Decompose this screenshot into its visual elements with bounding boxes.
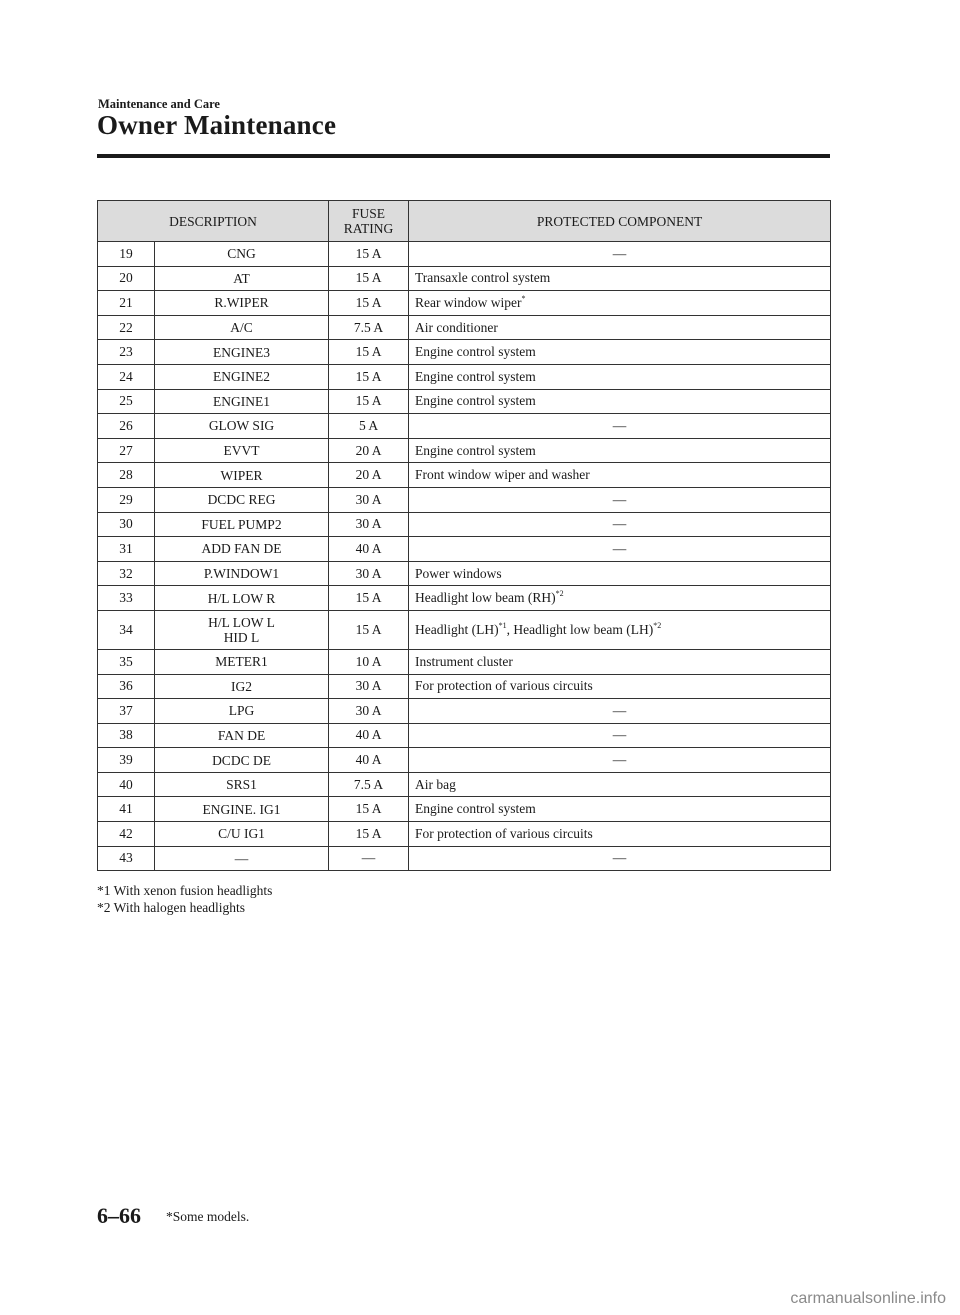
fuse-rating (329, 438, 409, 463)
fuse-rating (329, 512, 409, 537)
protected-component (409, 674, 831, 699)
table-row (98, 846, 831, 871)
fuse-description-text-2: HID L (223, 629, 260, 645)
fuse-rating-text: 15 A (355, 393, 382, 409)
fuse-rating-text: 30 A (355, 491, 382, 507)
table-row (98, 414, 831, 439)
fuse-rating-text: 20 A (355, 467, 382, 483)
fuse-number (98, 610, 155, 649)
fuse-rating-text: 30 A (355, 678, 382, 694)
protected-component-text: — (612, 727, 627, 743)
fuse-rating-text: 15 A (355, 621, 382, 637)
protected-component-text: — (612, 702, 627, 718)
fuse-rating (329, 291, 409, 316)
fuse-number-text: 43 (119, 850, 133, 866)
protected-component-text: — (612, 516, 627, 532)
fuse-rating (329, 266, 409, 291)
protected-component (409, 610, 831, 649)
fuse-description-text: IG2 (231, 678, 252, 694)
table-row (98, 561, 831, 586)
fuse-rating (329, 463, 409, 488)
fuse-number-text: 40 (119, 776, 133, 792)
fuse-number (98, 699, 155, 724)
fuse-number-text: 36 (119, 678, 133, 694)
fuse-rating-text: 15 A (355, 270, 382, 286)
fuse-rating-text: 15 A (355, 801, 382, 817)
fuse-number (98, 772, 155, 797)
fuse-description (155, 772, 329, 797)
fuse-number (98, 586, 155, 611)
fuse-number (98, 389, 155, 414)
fuse-number-text: 24 (119, 368, 133, 384)
fuse-number (98, 748, 155, 773)
fuse-description-text: FUEL PUMP2 (201, 516, 282, 532)
protected-component-text: Engine control system (415, 442, 536, 458)
protected-component-text: Front window wiper and washer (415, 467, 590, 483)
fuse-number (98, 822, 155, 847)
fuse-description (155, 266, 329, 291)
protected-component-text: — (612, 245, 627, 261)
protected-component (409, 822, 831, 847)
fuse-number (98, 291, 155, 316)
fuse-number-text: 22 (119, 319, 133, 335)
fuse-description (155, 674, 329, 699)
protected-component (409, 364, 831, 389)
fuse-description (155, 586, 329, 611)
header-protected-component: PROTECTED COMPONENT (409, 201, 831, 242)
table-row (98, 537, 831, 562)
fuse-number (98, 723, 155, 748)
fuse-rating-text: 15 A (355, 825, 382, 841)
protected-component-text: For protection of various circuits (415, 825, 593, 841)
fuse-number-text: 26 (119, 417, 133, 433)
fuse-rating-text: 5 A (358, 417, 379, 433)
fuse-description (155, 797, 329, 822)
fuse-rating-text: 7.5 A (353, 319, 384, 335)
fuse-rating (329, 699, 409, 724)
fuse-rating (329, 674, 409, 699)
table-row (98, 512, 831, 537)
fuse-rating (329, 242, 409, 267)
fuse-rating (329, 748, 409, 773)
fuse-number (98, 340, 155, 365)
protected-component-text: — (612, 752, 627, 768)
fuse-rating-text: 15 A (355, 245, 382, 261)
fuse-description-text: ENGINE3 (213, 344, 270, 360)
fuse-rating (329, 723, 409, 748)
fuse-number (98, 364, 155, 389)
fuse-rating (329, 610, 409, 649)
fuse-number-text: 34 (119, 621, 133, 637)
fuse-description (155, 561, 329, 586)
protected-component (409, 315, 831, 340)
protected-component (409, 772, 831, 797)
protected-component-text: Engine control system (415, 344, 536, 360)
footnotes (97, 882, 272, 916)
fuse-description-text: A/C (230, 320, 253, 336)
fuse-number (98, 537, 155, 562)
fuse-description-text: METER1 (215, 654, 268, 670)
protected-component (409, 414, 831, 439)
protected-component (409, 340, 831, 365)
protected-component (409, 846, 831, 871)
fuse-rating (329, 772, 409, 797)
protected-component-text: Air bag (415, 776, 456, 792)
protected-component (409, 586, 831, 611)
table-row (98, 438, 831, 463)
protected-component (409, 438, 831, 463)
fuse-rating-text: 15 A (355, 368, 382, 384)
protected-component-text: — (612, 850, 627, 866)
protected-component (409, 512, 831, 537)
fuse-description (155, 364, 329, 389)
fuse-rating (329, 846, 409, 871)
fuse-number-text: 37 (119, 702, 133, 718)
watermark: carmanualsonline.info (790, 1290, 946, 1307)
header-fuse-rating (329, 201, 409, 242)
protected-component (409, 797, 831, 822)
footnote-1: *1 With xenon fusion headlights (97, 883, 273, 898)
fuse-description (155, 315, 329, 340)
protected-component-text: Engine control system (415, 368, 536, 384)
table-row (98, 649, 831, 674)
fuse-description-text: ENGINE2 (213, 369, 270, 385)
fuse-number (98, 315, 155, 340)
fuse-description-text: P.WINDOW1 (203, 566, 280, 582)
protected-component-text: Air conditioner (415, 319, 498, 335)
table-row (98, 266, 831, 291)
table-row (98, 723, 831, 748)
fuse-number-text: 33 (119, 590, 133, 606)
fuse-number-text: 25 (119, 393, 133, 409)
fuse-number-text: 32 (119, 565, 133, 581)
fuse-description (155, 723, 329, 748)
fuse-description (155, 414, 329, 439)
fuse-number-text: 20 (119, 270, 133, 286)
fuse-number (98, 438, 155, 463)
fuse-number-text: 28 (119, 467, 133, 483)
fuse-description (155, 291, 329, 316)
protected-component-text: Headlight low beam (RH) (415, 590, 556, 606)
protected-component-text: Transaxle control system (415, 270, 551, 286)
fuse-description-text: DCDC DE (212, 752, 271, 768)
fuse-number (98, 846, 155, 871)
fuse-number (98, 512, 155, 537)
protected-component (409, 266, 831, 291)
table-row (98, 699, 831, 724)
fuse-number (98, 674, 155, 699)
fuse-number (98, 649, 155, 674)
fuse-rating (329, 649, 409, 674)
fuse-table (97, 200, 831, 871)
protected-component (409, 748, 831, 773)
protected-component-text-2: , Headlight low beam (LH) (506, 621, 654, 637)
fuse-rating-text: 30 A (355, 565, 382, 581)
fuse-rating (329, 797, 409, 822)
table-row (98, 487, 831, 512)
footnote-2: *2 With halogen headlights (97, 900, 246, 915)
fuse-number-text: 30 (119, 516, 133, 532)
protected-component (409, 389, 831, 414)
section-label: Maintenance and Care (98, 97, 220, 111)
header-description: DESCRIPTION (98, 201, 329, 242)
fuse-description-text: H/L LOW L (208, 614, 275, 630)
fuse-description (155, 463, 329, 488)
table-row (98, 389, 831, 414)
some-models-note: *Some models. (166, 1209, 250, 1224)
fuse-description-text: SRS1 (226, 777, 257, 793)
fuse-description-text: — (234, 850, 249, 866)
fuse-number-text: 23 (119, 344, 133, 360)
protected-component (409, 561, 831, 586)
fuse-description (155, 512, 329, 537)
fuse-number-text: 41 (119, 801, 133, 817)
protected-component (409, 699, 831, 724)
protected-component (409, 649, 831, 674)
header-fuse-rating-text: FUSE RATING (343, 206, 394, 236)
fuse-description (155, 649, 329, 674)
fuse-number-text: 21 (119, 294, 133, 310)
protected-component-text: — (612, 491, 627, 507)
fuse-rating (329, 537, 409, 562)
fuse-rating (329, 822, 409, 847)
protected-component (409, 537, 831, 562)
fuse-description-text: AT (233, 270, 250, 286)
fuse-description (155, 242, 329, 267)
fuse-description (155, 438, 329, 463)
table-row (98, 242, 831, 267)
fuse-description-text: R.WIPER (214, 295, 269, 311)
fuse-rating (329, 487, 409, 512)
protected-component-text: — (612, 417, 627, 433)
page-number: 6–66 (97, 1203, 141, 1228)
fuse-rating (329, 315, 409, 340)
fuse-description (155, 610, 329, 649)
fuse-description-text: CNG (227, 246, 256, 262)
fuse-description-text: EVVT (223, 443, 260, 459)
protected-component (409, 487, 831, 512)
fuse-number-text: 31 (119, 540, 133, 556)
page-title: Owner Maintenance (97, 110, 337, 140)
fuse-rating-text: 40 A (355, 752, 382, 768)
fuse-rating (329, 364, 409, 389)
title-rule (97, 154, 830, 158)
fuse-rating-text: 20 A (355, 442, 382, 458)
fuse-description-text: DCDC REG (207, 492, 276, 508)
fuse-rating (329, 389, 409, 414)
fuse-number (98, 266, 155, 291)
fuse-description (155, 340, 329, 365)
table-row (98, 610, 831, 649)
table-row (98, 315, 831, 340)
fuse-description (155, 389, 329, 414)
protected-component-text: For protection of various circuits (415, 678, 593, 694)
table-row (98, 291, 831, 316)
fuse-rating-text: 30 A (355, 702, 382, 718)
protected-component-text: Instrument cluster (415, 653, 513, 669)
fuse-number-text: 19 (119, 245, 133, 261)
fuse-description (155, 537, 329, 562)
fuse-rating-text: 15 A (355, 294, 382, 310)
table-row (98, 364, 831, 389)
fuse-description-text: LPG (228, 703, 255, 719)
footnote-marker: *2 (555, 589, 564, 599)
fuse-rating (329, 586, 409, 611)
table-row (98, 822, 831, 847)
protected-component (409, 291, 831, 316)
fuse-description-text: WIPER (220, 467, 263, 483)
fuse-description-text: H/L LOW R (207, 590, 276, 606)
table-header-row (98, 201, 831, 242)
table-row (98, 797, 831, 822)
fuse-rating (329, 414, 409, 439)
table-row (98, 586, 831, 611)
fuse-number (98, 242, 155, 267)
fuse-number-text: 42 (119, 825, 133, 841)
fuse-rating (329, 340, 409, 365)
fuse-description (155, 822, 329, 847)
fuse-rating-text: 40 A (355, 727, 382, 743)
fuse-description-text: ENGINE. IG1 (202, 801, 281, 817)
fuse-rating-text: 10 A (355, 653, 382, 669)
fuse-description (155, 748, 329, 773)
fuse-rating-text: 30 A (355, 516, 382, 532)
protected-component (409, 723, 831, 748)
fuse-rating-text: 40 A (355, 540, 382, 556)
fuse-description-text: ADD FAN DE (201, 541, 282, 557)
fuse-description-text: C/U IG1 (218, 826, 265, 842)
protected-component-text: Power windows (415, 565, 502, 581)
footnote-marker: * (521, 293, 526, 303)
fuse-rating-text: 15 A (355, 590, 382, 606)
fuse-number (98, 797, 155, 822)
fuse-description (155, 846, 329, 871)
footnote-marker-2: *2 (653, 620, 662, 630)
fuse-rating-text: — (361, 850, 376, 866)
fuse-rating-text: 15 A (355, 344, 382, 360)
fuse-number (98, 561, 155, 586)
protected-component (409, 463, 831, 488)
fuse-number-text: 27 (119, 442, 133, 458)
fuse-number (98, 463, 155, 488)
fuse-description-text: ENGINE1 (213, 393, 270, 409)
fuse-table-body (98, 242, 831, 871)
protected-component-text: — (612, 540, 627, 556)
fuse-description (155, 487, 329, 512)
fuse-number (98, 487, 155, 512)
table-row (98, 674, 831, 699)
protected-component-text: Engine control system (415, 393, 536, 409)
fuse-number-text: 38 (119, 727, 133, 743)
fuse-description-text: GLOW SIG (208, 418, 275, 434)
fuse-number-text: 29 (119, 491, 133, 507)
table-row (98, 463, 831, 488)
protected-component (409, 242, 831, 267)
fuse-rating (329, 561, 409, 586)
table-row (98, 340, 831, 365)
table-row (98, 772, 831, 797)
fuse-number-text: 35 (119, 653, 133, 669)
fuse-description (155, 699, 329, 724)
fuse-description-text: FAN DE (217, 727, 266, 743)
protected-component-text: Headlight (LH) (415, 621, 499, 637)
fuse-number (98, 414, 155, 439)
footnote-marker: *1 (498, 620, 507, 630)
table-row (98, 748, 831, 773)
fuse-number-text: 39 (119, 752, 133, 768)
fuse-rating-text: 7.5 A (353, 776, 384, 792)
protected-component-text: Engine control system (415, 801, 536, 817)
protected-component-text: Rear window wiper (415, 294, 522, 310)
